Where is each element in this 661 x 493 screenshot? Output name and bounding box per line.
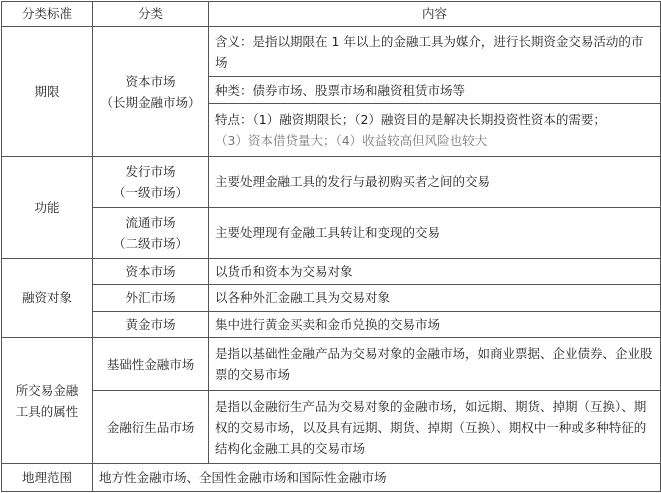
- content-primary: 主要处理金融工具的发行与最初购买者之间的交易: [209, 156, 661, 207]
- header-criteria: 分类标准: [2, 2, 93, 27]
- content-features: [209, 103, 661, 156]
- category-capital-market: 资本市场: [93, 258, 209, 284]
- header-content: 内容: [209, 2, 661, 27]
- content-types: 种类：债券市场、股票市场和融资租赁市场等: [209, 77, 661, 103]
- content-basic: 是指以基础性金融产品为交易对象的金融市场，如商业票据、企业债券、企业股票的交易市场: [209, 338, 661, 391]
- market-classification-table: [1, 1, 661, 492]
- criteria-term: 期限: [2, 27, 93, 156]
- content-geography: 地方性金融市场、全国性金融市场和国际性金融市场: [93, 464, 661, 492]
- category-derivative-market: 金融衍生品市场: [93, 391, 209, 464]
- features-line1: 特点：（1）融资期限长；（2）融资目的是解决长期投资性资本的需要；: [215, 111, 606, 127]
- criteria-line: 工具的属性: [15, 403, 79, 419]
- content-secondary: 主要处理现有金融工具转让和变现的交易: [209, 207, 661, 258]
- criteria-geography: 地理范围: [2, 464, 93, 492]
- criteria-financing-object: 融资对象: [2, 258, 93, 337]
- category-gold-market: 黄金市场: [93, 311, 209, 337]
- table-row: [2, 156, 661, 207]
- table-row: [2, 391, 661, 464]
- header-row: [2, 2, 661, 27]
- category-capital-market-long: [93, 27, 209, 156]
- criteria-function: 功能: [2, 156, 93, 258]
- category-forex-market: 外汇市场: [93, 285, 209, 311]
- criteria-instrument-attribute: [2, 338, 93, 464]
- table-row: [2, 338, 661, 391]
- content-capital: 以货币和资本为交易对象: [209, 258, 661, 284]
- criteria-line: 所交易金融: [15, 382, 79, 398]
- table-row: [2, 285, 661, 311]
- content-forex: 以各种外汇金融工具为交易对象: [209, 285, 661, 311]
- category-secondary-market: [93, 207, 209, 258]
- table-row: [2, 464, 661, 492]
- header-category: 分类: [93, 2, 209, 27]
- content-gold: 集中进行黄金买卖和金币兑换的交易市场: [209, 311, 661, 337]
- content-definition: 含义：是指以期限在 1 年以上的金融工具为媒介，进行长期资金交易活动的市场: [209, 27, 661, 77]
- table-row: [2, 27, 661, 77]
- table-row: [2, 207, 661, 258]
- table-row: [2, 311, 661, 337]
- category-name: 资本市场: [125, 73, 176, 89]
- category-name: 发行市场: [125, 163, 176, 179]
- category-name: 流通市场: [125, 214, 176, 230]
- table-row: [2, 258, 661, 284]
- features-line2: （3）资本借贷量大；（4）收益较高但风险也较大: [215, 132, 488, 148]
- category-primary-market: [93, 156, 209, 207]
- content-derivative: 是指以金融衍生产品为交易对象的金融市场，如远期、期货、掉期（互换）、期权的交易市场，以及具有远期、期货、掉期（互换）、期权中一种或多种特征的结构化金融工具的交易市场: [209, 391, 661, 464]
- category-subname: （二级市场）: [112, 235, 188, 251]
- category-subname: （一级市场）: [112, 184, 188, 200]
- category-basic-market: 基础性金融市场: [93, 338, 209, 391]
- category-subname: （长期金融市场）: [100, 94, 201, 110]
